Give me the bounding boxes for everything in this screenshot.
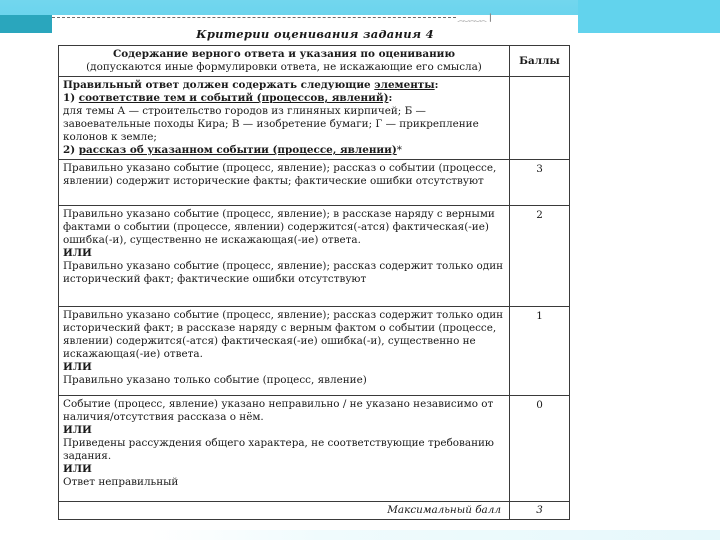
elements-row (59, 77, 570, 160)
criteria-text: Правильно указано событие (процесс, явление); рассказ о событии (процессе, явлении) содержит исторические факты; фактические ошибки отсутствуют (63, 162, 497, 187)
criteria-text: Правильно указано событие (процесс, явление); в рассказе наряду с верными фактами о событии (процессе, явлении) содержится(-атся) фактическая(-ие) ошибка(-и), существенно не искажающая(-ие) ответа. (63, 208, 495, 246)
element-1-text: для темы А — строительство городов из глиняных кирпичей; Б — завоевательные походы Кира; В — изобретение бумаги; Г — прикрепление колонов к земле; (63, 105, 479, 143)
table-row-score-0 (59, 396, 570, 502)
criteria-cell (59, 307, 510, 396)
page-cut-marks: ⁔‿⁔‿⁔ ┃ (458, 14, 493, 22)
criteria-or-separator: ИЛИ (63, 361, 92, 373)
table-row-score-3 (59, 160, 570, 206)
score-cell: 0 (510, 396, 570, 502)
score-cell: 3 (510, 160, 570, 206)
header-content-note: (допускаются иные формулировки ответа, не искажающие его смысла) (86, 61, 482, 73)
criteria-table (58, 45, 570, 520)
header-content-title: Содержание верного ответа и указания по оцениванию (112, 48, 456, 60)
table-row-score-2 (59, 206, 570, 307)
elements-cell (59, 77, 510, 160)
max-score-value: 3 (510, 502, 570, 520)
criteria-or-separator: ИЛИ (63, 424, 92, 436)
table-row-score-1 (59, 307, 570, 396)
criteria-text: Приведены рассуждения общего характера, не соответствующие требованию задания. (63, 437, 494, 462)
elements-intro-keyword: элементы (374, 79, 435, 91)
page-cut-line (52, 17, 456, 20)
max-score-label: Максимальный балл (59, 502, 510, 520)
scanned-document-page (52, 15, 578, 523)
score-cell: 2 (510, 206, 570, 307)
criteria-text: Правильно указано событие (процесс, явление); рассказ содержит только один исторический факт; в рассказе наряду с верным фактом о событии (процессе, явлении) содержится(-атся) фактическая(-ие) ошибка(-и), существенно не искажающая(-ие) ответа. (63, 309, 504, 360)
element-2-footnote-mark: * (396, 144, 402, 156)
criteria-text: Ответ неправильный (63, 476, 179, 488)
table-header-row (59, 46, 570, 77)
score-cell: 1 (510, 307, 570, 396)
elements-intro: Правильный ответ должен содержать следующие (63, 79, 375, 91)
elements-score-cell (510, 77, 570, 160)
criteria-text: Событие (процесс, явление) указано неправильно / не указано независимо от наличия/отсутствия рассказа о нём. (63, 398, 494, 423)
criteria-cell (59, 160, 510, 206)
slide-bottom-accent (150, 530, 720, 540)
criteria-text: Правильно указано только событие (процесс, явление) (63, 374, 367, 386)
elements-intro-colon: : (434, 79, 439, 91)
element-2-number: 2) (63, 144, 79, 156)
criteria-text: Правильно указано событие (процесс, явление); рассказ содержит только один исторический факт; фактические ошибки отсутствуют (63, 260, 504, 285)
header-score-cell: Баллы (510, 46, 570, 77)
header-content-cell (59, 46, 510, 77)
element-1-colon: : (388, 92, 393, 104)
criteria-cell (59, 396, 510, 502)
slide-left-accent-tab (0, 15, 52, 33)
criteria-or-separator: ИЛИ (63, 463, 92, 475)
element-2-label: рассказ об указанном событии (процессе, явлении) (78, 144, 397, 156)
criteria-or-separator: ИЛИ (63, 247, 92, 259)
table-footer-row (59, 502, 570, 520)
slide-top-band-right (578, 0, 720, 33)
document-title: Критерии оценивания задания 4 (196, 27, 434, 41)
element-1-number: 1) (63, 92, 79, 104)
element-1-label: соответствие тем и событий (процессов, явлений) (78, 92, 389, 104)
criteria-cell (59, 206, 510, 307)
